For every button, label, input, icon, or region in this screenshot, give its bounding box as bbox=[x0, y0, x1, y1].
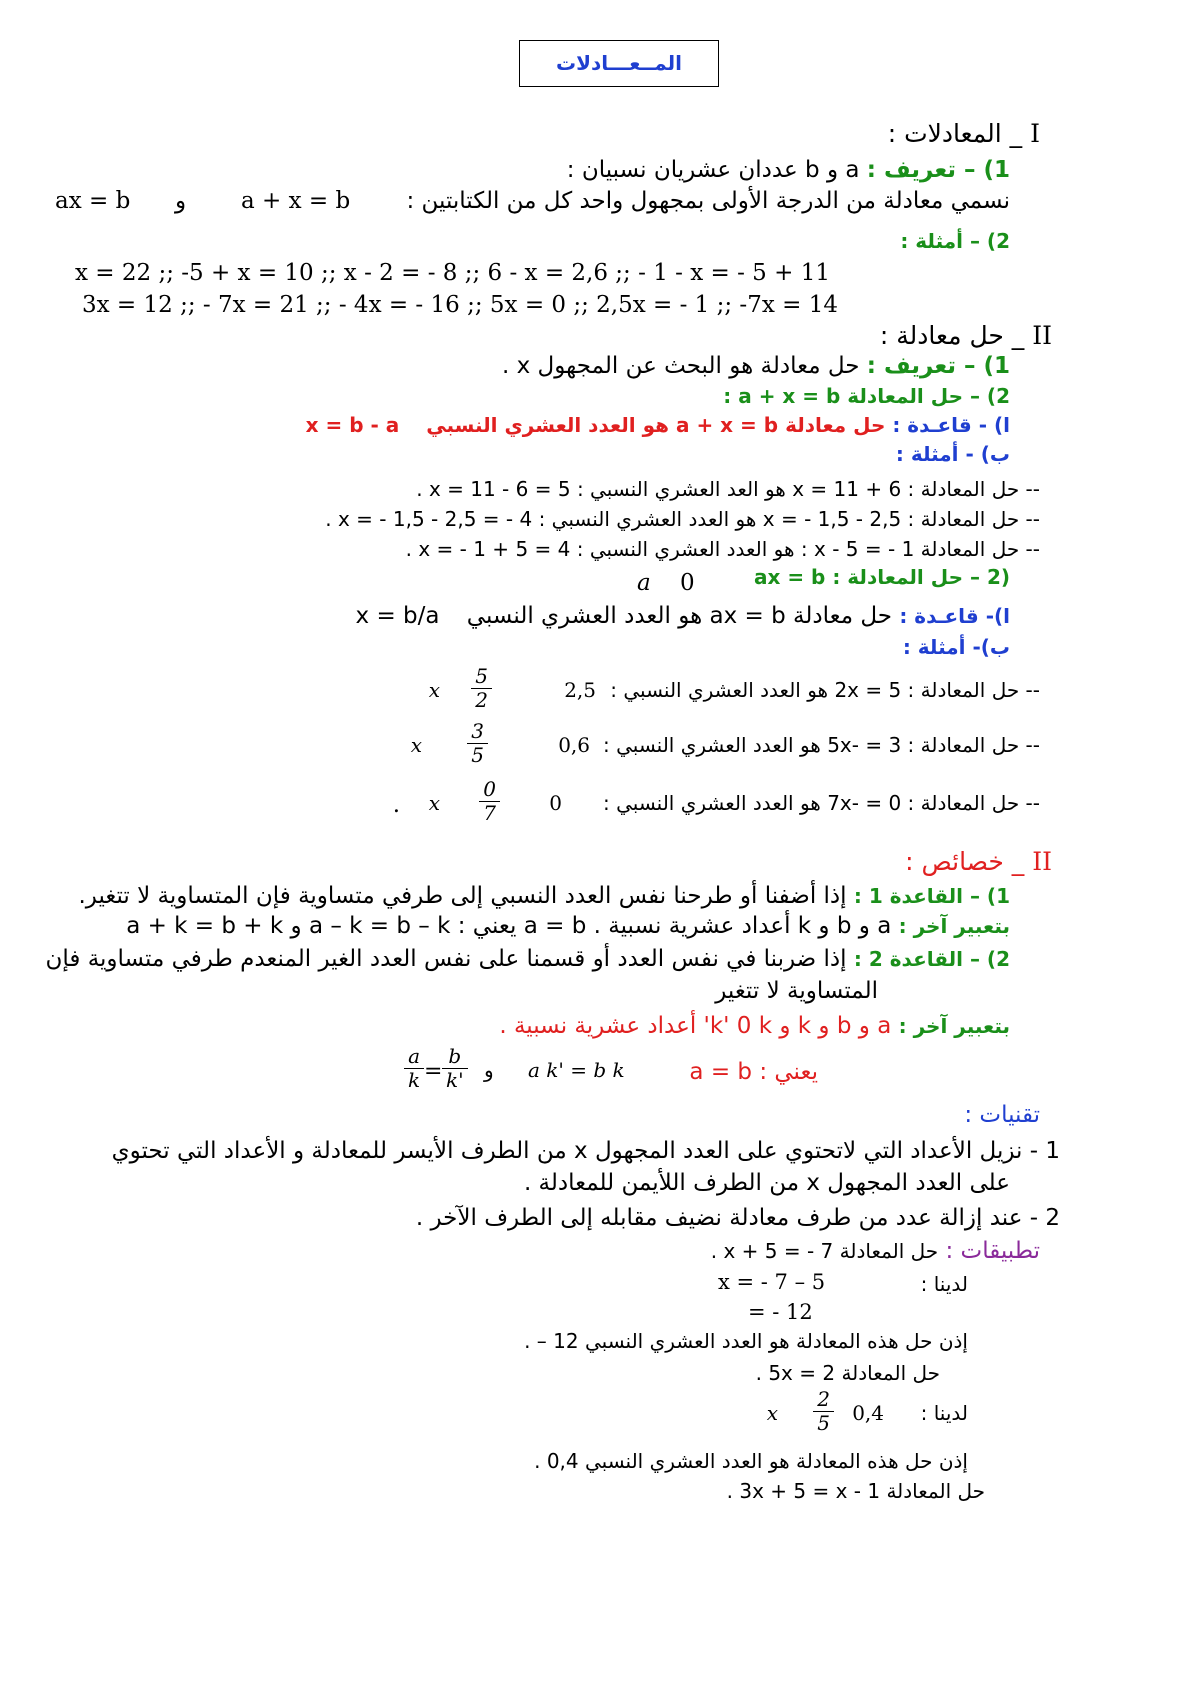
application-2-denominator: 5 bbox=[817, 1411, 830, 1435]
property-rule-2-label: 2) – القاعدة 2 : bbox=[853, 947, 1010, 971]
rule-1-equation: a + x = b bbox=[676, 413, 779, 437]
fraction-2-numerator: 3 bbox=[467, 720, 488, 744]
application-2-conclusion: إذن حل هذه المعادلة هو العدد العشري النسبي 0,4 . bbox=[534, 1449, 968, 1473]
solve-definition-label: 1) – تعريف : bbox=[866, 353, 1010, 379]
section-3-heading-text: _ خصائص : bbox=[905, 847, 1025, 876]
property-rule-2-text: إذا ضربنا في نفس العدد أو قسمنا على نفس العدد الغير المنعدم طرفي متساوية فإن bbox=[45, 946, 847, 972]
definition-label: 1) – تعريف : bbox=[866, 157, 1010, 183]
application-1-conclusion: إذن حل هذه المعادلة هو العدد العشري النسبي 12 – . bbox=[524, 1329, 968, 1353]
examples-row-2: 3x = 12 ;; - 7x = 21 ;; - 4x = - 16 ;; 5x = 0 ;; 2,5x = - 1 ;; -7x = 14 bbox=[82, 292, 838, 318]
rule-1 bbox=[306, 414, 1010, 437]
fraction-example-1-decimal: 2,5 bbox=[564, 678, 596, 702]
applications-line bbox=[711, 1238, 1040, 1264]
fraction-3-numerator: 0 bbox=[479, 778, 500, 802]
examples-3-label: ب)- أمثلة : bbox=[902, 635, 1010, 659]
rule-2-label: ا)- قاعـدة : bbox=[899, 604, 1010, 628]
property-rule-2 bbox=[45, 946, 1010, 972]
property-rule-2-formula bbox=[398, 1045, 818, 1105]
fraction-example-3-text: -- حل المعادلة : 0 = -7x هو العدد العشري النسبي : bbox=[603, 791, 1040, 815]
section-1-number: I bbox=[1030, 119, 1040, 148]
section-2-number: II bbox=[1032, 321, 1052, 350]
page-title: المــعـــادلات bbox=[519, 40, 719, 87]
formula-frac-a-k bbox=[404, 1045, 424, 1092]
property-rule-1 bbox=[78, 883, 1010, 909]
technique-1-cont: على العدد المجهول x من الطرف اللأيمن للمعادلة . bbox=[523, 1170, 1010, 1196]
section-1-heading-text: _ المعادلات : bbox=[887, 119, 1023, 148]
rule-1-text-a: حل معادلة bbox=[785, 413, 886, 437]
application-2-step bbox=[548, 1388, 968, 1448]
formula-multiplied: a k' = b k bbox=[528, 1058, 625, 1082]
solve-definition bbox=[502, 353, 1010, 379]
formula-k: k bbox=[408, 1068, 421, 1092]
application-2-numerator: 2 bbox=[813, 1388, 834, 1412]
fraction-example-3-decimal: 0 bbox=[549, 791, 562, 815]
section-2-heading-text: _ حل معادلة : bbox=[879, 321, 1025, 350]
section-1-heading bbox=[888, 120, 1040, 149]
section-3-heading bbox=[905, 848, 1052, 877]
fraction-example-2-text: -- حل المعادلة : 3 = -5x هو العدد العشري النسبي : bbox=[603, 733, 1040, 757]
property-rule-1-result: a – k = b – k و a + k = b + k bbox=[126, 913, 451, 939]
and-word: و bbox=[175, 188, 187, 214]
examples-label: 2) – أمثلة : bbox=[900, 229, 1010, 253]
formula-kp: k' bbox=[446, 1068, 464, 1092]
definition-line bbox=[567, 157, 1010, 183]
fraction-1-numerator: 5 bbox=[471, 665, 492, 689]
application-2-fraction bbox=[813, 1388, 834, 1435]
application-2: حل المعادلة 5x = 2 . bbox=[755, 1361, 940, 1385]
property-rule-1-expression bbox=[126, 913, 1010, 939]
property-rule-1-condition: a = b يعني : bbox=[457, 913, 587, 939]
fraction-2-denominator: 5 bbox=[471, 743, 484, 767]
fraction-example-3-fraction bbox=[479, 778, 500, 825]
sub2-heading bbox=[723, 385, 1010, 408]
equation-form-2: a + x = b bbox=[241, 188, 351, 214]
rule-2 bbox=[356, 603, 1010, 629]
fraction-example-3-dot: . bbox=[392, 792, 400, 818]
equation-form-1: ax = b bbox=[55, 188, 131, 214]
sub2-equation: a + x = b : bbox=[723, 384, 841, 408]
property-rule-1-label: 1) – القاعدة 1 : bbox=[853, 884, 1010, 908]
rule-2-text-a: حل معادلة bbox=[793, 603, 892, 629]
property-rule-1-text: إذا أضفنا أو طرحنا نفس العدد النسبي إلى طرفي متساوية فإن المتساوية لا تتغير. bbox=[78, 883, 847, 909]
technique-2: 2 - عند إزالة عدد من طرف معادلة نضيف مقابله إلى الطرف الآخر . bbox=[415, 1205, 1060, 1231]
application-1-have: لدينا : bbox=[920, 1272, 968, 1296]
nonzero-condition bbox=[637, 570, 695, 596]
rule-1-text-b: هو العدد العشري النسبي bbox=[426, 413, 670, 437]
example-2-1: -- حل المعادلة : 6 + x = 11 هو العد العشري النسبي : 5 = 6 - x = 11 . bbox=[416, 477, 1040, 501]
definition-statement: نسمي معادلة من الدرجة الأولى بمجهول واحد كل من الكتابتين : bbox=[406, 188, 1010, 214]
application-1-step-1: x = - 7 – 5 bbox=[718, 1270, 826, 1294]
rule-1-label: ا) - قاعـدة : bbox=[892, 413, 1010, 437]
fraction-example-2-decimal: 0,6 bbox=[558, 733, 590, 757]
formula-condition: يعني : a = b bbox=[689, 1059, 818, 1085]
example-2-2: -- حل المعادلة : 2,5 - 1,5 - = x هو العدد العشري النسبي : 4 - = 2,5 - 1,5 - = x . bbox=[325, 507, 1040, 531]
fraction-example-1-x: x bbox=[428, 678, 440, 702]
condition-zero: 0 bbox=[680, 570, 695, 596]
application-2-x: x bbox=[766, 1401, 778, 1425]
application-1: حل المعادلة x + 5 = - 7 . bbox=[710, 1239, 939, 1263]
rule-2-text-b: هو العدد العشري النسبي bbox=[466, 603, 703, 629]
sub3-heading bbox=[754, 566, 1010, 589]
formula-and: و bbox=[484, 1058, 494, 1082]
formula-frac-b-kp bbox=[442, 1045, 468, 1092]
fraction-example-2-fraction bbox=[467, 720, 488, 767]
formula-b: b bbox=[442, 1045, 468, 1069]
section-2-heading bbox=[880, 322, 1052, 351]
section-3-number: II bbox=[1032, 847, 1052, 876]
application-1-step-2: = - 12 bbox=[748, 1300, 813, 1324]
rule-1-result: x = b - a bbox=[305, 413, 400, 437]
condition-a: a bbox=[637, 570, 651, 596]
solve-definition-text: حل معادلة هو البحث عن المجهول x . bbox=[501, 353, 860, 379]
fraction-example-1-fraction bbox=[471, 665, 492, 712]
sub3-equation: ax = b bbox=[753, 565, 826, 589]
property-rule-1-vars: a و b و k أعداد عشرية نسبية . bbox=[593, 913, 892, 939]
property-rule-2-vars: a و b و k و k' 0 k' أعداد عشرية نسبية . bbox=[499, 1013, 892, 1039]
application-2-decimal: 0,4 bbox=[852, 1401, 884, 1425]
sub2-label: 2) – حل المعادلة bbox=[847, 384, 1010, 408]
formula-equals: = bbox=[424, 1059, 443, 1084]
fraction-example-1-text: -- حل المعادلة : 2x = 5 هو العدد العشري النسبي : bbox=[610, 678, 1040, 702]
examples-row-1: x = 22 ;; -5 + x = 10 ;; x - 2 = - 8 ;; 6 - x = 2,6 ;; - 1 - x = - 5 + 11 bbox=[75, 260, 830, 286]
fraction-example-3-x: x bbox=[428, 791, 440, 815]
fraction-example-2-x: x bbox=[410, 733, 422, 757]
techniques-heading: تقنيات : bbox=[964, 1102, 1040, 1128]
application-3: حل المعادلة 3x + 5 = x - 1 . bbox=[726, 1479, 985, 1503]
fraction-1-denominator: 2 bbox=[475, 688, 488, 712]
definition-text: a و b عددان عشريان نسبيان : bbox=[566, 157, 860, 183]
fraction-3-denominator: 7 bbox=[483, 801, 496, 825]
examples-2-label: ب) - أمثلة : bbox=[895, 442, 1010, 466]
other-words-label-2: بتعبير آخر : bbox=[898, 1014, 1010, 1038]
technique-1: 1 - نزيل الأعداد التي لاتحتوي على العدد المجهول x من الطرف الأيسر للمعادلة و الأعداد التي تحتوي bbox=[111, 1138, 1060, 1164]
rule-2-result: x = b/a bbox=[355, 603, 440, 629]
applications-label: تطبيقات : bbox=[945, 1238, 1040, 1264]
property-rule-2-expression bbox=[499, 1013, 1010, 1039]
example-2-3: -- حل المعادلة 1 - = x - 5 : هو العدد العشري النسبي : 4 = 5 + 1 - = x . bbox=[405, 537, 1040, 561]
property-rule-2-text-cont: المتساوية لا تتغير bbox=[715, 978, 878, 1004]
sub3-label: (2 – حل المعادلة : bbox=[832, 565, 1010, 589]
application-2-have: لدينا : bbox=[920, 1401, 968, 1425]
rule-2-equation: ax = b bbox=[709, 603, 786, 629]
formula-a: a bbox=[404, 1045, 424, 1069]
other-words-label-1: بتعبير آخر : bbox=[898, 914, 1010, 938]
